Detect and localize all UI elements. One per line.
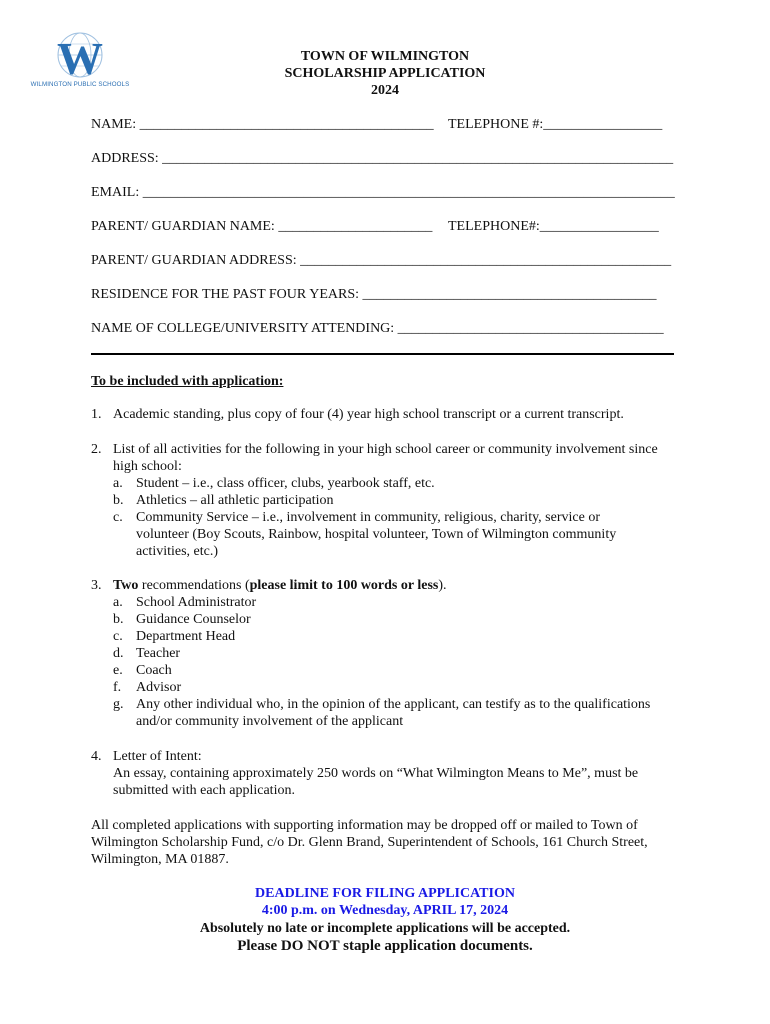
parent-address-field[interactable]: PARENT/ GUARDIAN ADDRESS: _____________________________________________________ (91, 253, 672, 268)
email-field[interactable]: EMAIL: ____________________________________________________________________________ (91, 185, 675, 200)
item-text: An essay, containing approximately 250 words on “What Wilmington Means to Me”, must be submitted with each application. (113, 766, 639, 798)
parent-telephone-field[interactable]: TELEPHONE#:_________________ (448, 219, 659, 234)
sub-letter: c. (113, 629, 123, 644)
sub-item-d (113, 645, 681, 662)
item-text: Academic standing, plus copy of four (4) year high school transcript or a current transcript. (113, 407, 624, 422)
sub-item-c (113, 628, 681, 645)
sub-letter: a. (113, 476, 123, 491)
item-number: 2. (91, 442, 102, 457)
sub-item-a (113, 594, 681, 611)
item-number: 1. (91, 407, 102, 422)
sub-letter: e. (113, 663, 123, 678)
logo-text: WILMINGTON PUBLIC SCHOOLS (30, 81, 130, 88)
list-item-1 (91, 406, 691, 423)
sub-item-b (113, 492, 681, 509)
item-number: 3. (91, 578, 102, 593)
name-field[interactable]: NAME: __________________________________________ (91, 117, 434, 132)
section-title (91, 373, 283, 390)
sub-letter: d. (113, 646, 124, 661)
staple-notice: Please DO NOT staple application documents. (237, 938, 533, 954)
deadline-date: 4:00 p.m. on Wednesday, APRIL 17, 2024 (261, 903, 509, 918)
list-item-4 (91, 748, 681, 799)
sub-letter: b. (113, 612, 124, 627)
late-notice: Absolutely no late or incomplete applications will be accepted. (199, 921, 571, 936)
sub-item-c (113, 509, 633, 560)
header-town: TOWN OF WILMINGTON (300, 49, 470, 64)
item-plain-text: ). (438, 578, 447, 593)
sub-text: Coach (136, 663, 172, 678)
sub-text: Athletics – all athletic participation (136, 493, 334, 508)
sub-text: Any other individual who, in the opinion of the applicant, can testify as to the qualifications and/or community involvement of the applicant (136, 697, 651, 729)
item-bold-text: please limit to 100 words or less (249, 578, 439, 593)
sub-letter: c. (113, 510, 123, 525)
item-text: List of all activities for the following in your high school career or community involvement since high school: (113, 442, 658, 474)
sub-item-a (113, 475, 681, 492)
svg-text:W: W (57, 33, 103, 82)
sub-letter: g. (113, 697, 124, 712)
college-field[interactable]: NAME OF COLLEGE/UNIVERSITY ATTENDING: ______________________________________ (91, 321, 664, 336)
sub-letter: b. (113, 493, 124, 508)
sub-text: Student – i.e., class officer, clubs, yearbook staff, etc. (136, 476, 435, 491)
address-field[interactable]: ADDRESS: _________________________________________________________________________ (91, 151, 674, 166)
sub-letter: f. (113, 680, 122, 695)
deadline-title: DEADLINE FOR FILING APPLICATION (255, 886, 515, 901)
sub-text: Community Service – i.e., involvement in community, religious, charity, service or volunteer (Boy Scouts, Rainbow, hospital volunteer, Town of Wilmington community activities, etc.) (136, 510, 617, 559)
section-title-colon: : (278, 374, 284, 389)
sub-text: Teacher (136, 646, 181, 661)
list-item-3 (91, 577, 681, 730)
sub-text: School Administrator (136, 595, 257, 610)
item-plain-text: recommendations ( (138, 578, 250, 593)
header-year: 2024 (371, 83, 399, 98)
header-title: SCHOLARSHIP APPLICATION (284, 66, 486, 81)
sub-text: Department Head (136, 629, 236, 644)
section-title-text: To be included with application (91, 374, 279, 389)
item-text (113, 577, 681, 594)
sub-item-g (113, 696, 678, 730)
sub-item-e (113, 662, 681, 679)
closing-paragraph: All completed applications with supporting information may be dropped off or mailed to Town of Wilmington Scholarship Fund, c/o Dr. Glenn Brand, Superintendent of Schools, 161 Church Street, Wilmington, MA 01887. (91, 818, 648, 867)
item-title: Letter of Intent: (113, 749, 202, 764)
sub-text: Guidance Counselor (136, 612, 251, 627)
horizontal-rule (91, 353, 674, 355)
sub-item-b (113, 611, 681, 628)
sub-letter: a. (113, 595, 123, 610)
document-header (0, 48, 770, 99)
item-bold-text: Two (113, 578, 139, 593)
sub-item-f (113, 679, 681, 696)
sub-text: Advisor (136, 680, 182, 695)
item-number: 4. (91, 749, 102, 764)
parent-name-field[interactable]: PARENT/ GUARDIAN NAME: ______________________ (91, 219, 433, 234)
telephone-field[interactable]: TELEPHONE #:_________________ (448, 117, 663, 132)
list-item-2 (91, 441, 681, 560)
residence-field[interactable]: RESIDENCE FOR THE PAST FOUR YEARS: __________________________________________ (91, 287, 657, 302)
